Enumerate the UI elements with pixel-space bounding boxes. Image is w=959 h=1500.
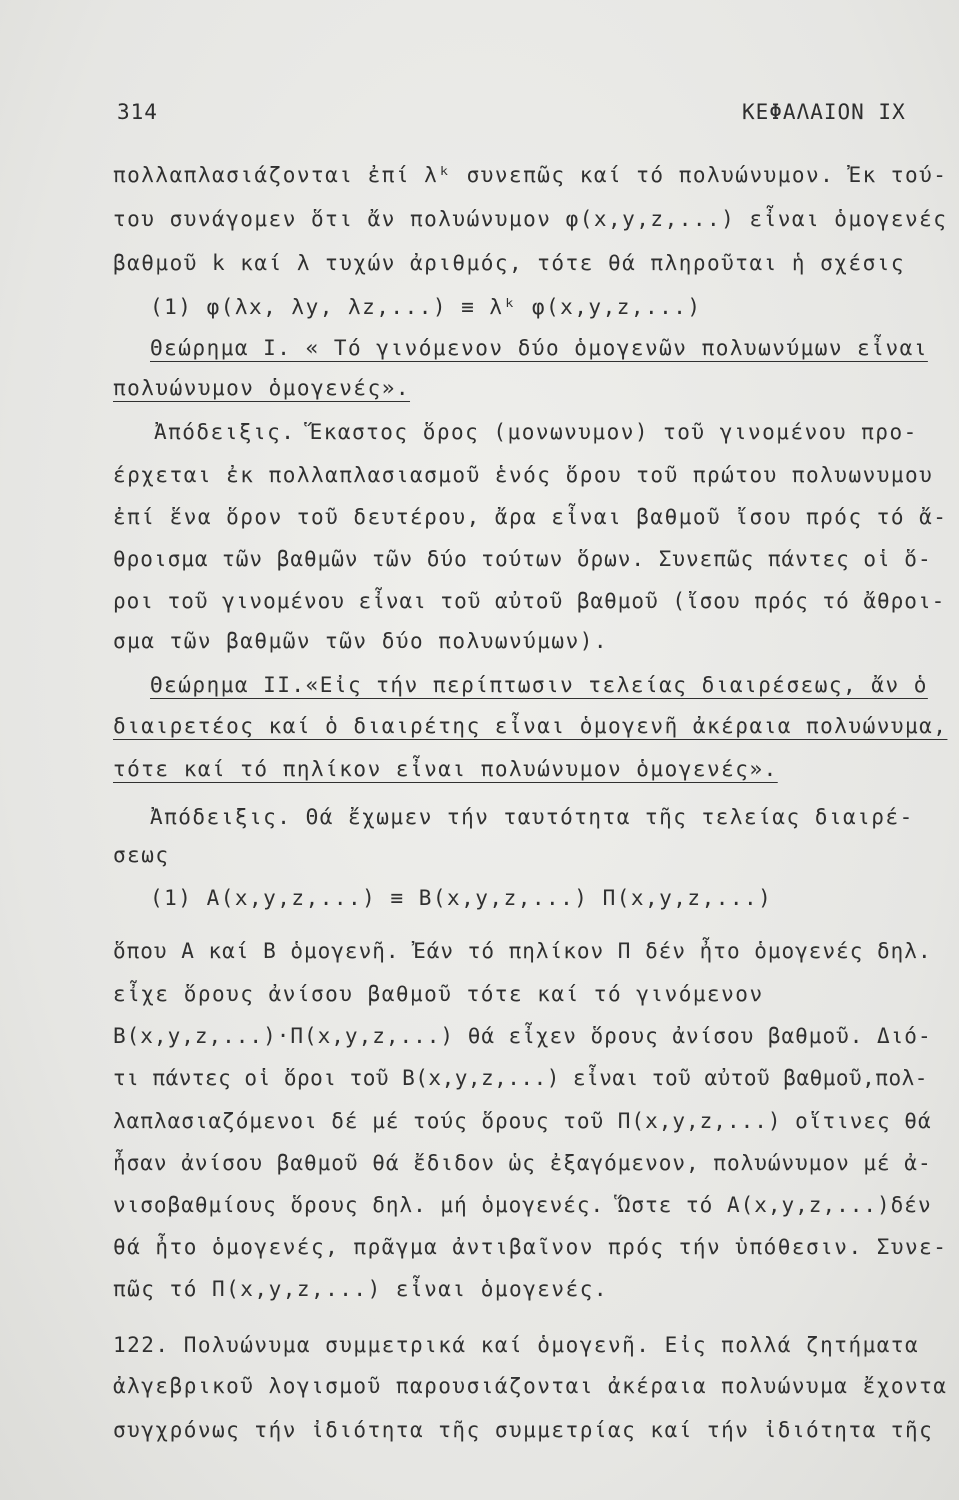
theorem-2-statement-end: τότε καί τό πηλίκον εἶναι πολυώνυμον ὁμογενές». bbox=[113, 757, 778, 781]
text-line: σμα τῶν βαθμῶν τῶν δύο πολυωνύμων). bbox=[113, 629, 609, 653]
text-line: ἐπί ἕνα ὅρον τοῦ δευτέρου, ἄρα εἶναι βαθμοῦ ἴσου πρός τό ἄ- bbox=[113, 505, 948, 529]
text-line: νισοβαθμίους ὅρους δηλ. μή ὁμογενές. Ὥστε τό A(x,y,z,...)δέν bbox=[113, 1193, 932, 1217]
text-line: ἦσαν ἀνίσου βαθμοῦ θά ἔδιδον ὡς ἐξαγόμενον, πολυώνυμον μέ ἀ- bbox=[113, 1151, 932, 1175]
equation-line: (1) A(x,y,z,...) ≡ B(x,y,z,...) Π(x,y,z,...) bbox=[150, 886, 773, 910]
text-line: εἶχε ὅρους ἀνίσου βαθμοῦ τότε καί τό γινόμενον bbox=[113, 982, 764, 1006]
text-line: ροι τοῦ γινομένου εἶναι τοῦ αὐτοῦ βαθμοῦ (ἴσου πρός τό ἄθροι- bbox=[113, 589, 946, 613]
text-line: B(x,y,z,...)·Π(x,y,z,...) θά εἶχεν ὅρους ἀνίσου βαθμοῦ. Διό- bbox=[113, 1024, 932, 1048]
text-line: συγχρόνως τήν ἰδιότητα τῆς συμμετρίας καί τήν ἰδιότητα τῆς bbox=[113, 1418, 934, 1442]
text-line: βαθμοῦ k καί λ τυχών ἀριθμός, τότε θά πληροῦται ἡ σχέσις bbox=[113, 251, 906, 275]
theorem-2-statement-cont: διαιρετέος καί ὁ διαιρέτης εἶναι ὁμογενῆ ἀκέραια πολυώνυμα, bbox=[113, 714, 948, 738]
text-line: πῶς τό Π(x,y,z,...) εἶναι ὁμογενές. bbox=[113, 1277, 609, 1301]
text-line: θά ἦτο ὁμογενές, πρᾶγμα ἀντιβαῖνον πρός τήν ὑπόθεσιν. Συνε- bbox=[113, 1235, 948, 1259]
text-line: έρχεται ἐκ πολλαπλασιασμοῦ ἑνός ὅρου τοῦ πρώτου πολυωνυμου bbox=[113, 463, 934, 487]
text-line: ἀλγεβρικοῦ λογισμοῦ παρουσιάζονται ἀκέραια πολυώνυμα ἔχοντα bbox=[113, 1374, 948, 1398]
equation-line: (1) φ(λx, λy, λz,...) ≡ λᵏ φ(x,y,z,...) bbox=[150, 295, 702, 319]
text-line: τι πάντες οἱ ὅροι τοῦ B(x,y,z,...) εἶναι τοῦ αὐτοῦ βαθμοῦ,πολ- bbox=[113, 1066, 928, 1090]
text-line: ὅπου A καί B ὁμογενῆ. Ἐάν τό πηλίκον Π δέν ἦτο ὁμογενές δηλ. bbox=[113, 939, 932, 963]
theorem-1-statement-end: πολυώνυμον ὁμογενές». bbox=[113, 376, 411, 400]
text-line: σεως bbox=[113, 843, 170, 867]
text-line: λαπλασιαζόμενοι δέ μέ τούς ὅρους τοῦ Π(x,y,z,...) οἵτινες θά bbox=[113, 1109, 932, 1133]
theorem-1-statement: Θεώρημα I. « Τό γινόμενον δύο ὁμογενῶν πολυωνύμων εἶναι bbox=[150, 336, 928, 360]
proof-line: Ἀπόδειξις. Ἕκαστος ὅρος (μονωνυμον) τοῦ γινομένου προ- bbox=[154, 420, 918, 444]
page-number: 314 bbox=[117, 100, 158, 124]
text-line: θροισμα τῶν βαθμῶν τῶν δύο τούτων ὅρων. Συνεπῶς πάντες οἱ ὅ- bbox=[113, 547, 932, 571]
section-heading-122: 122. Πολυώνυμα συμμετρικά καί ὁμογενῆ. Εἰς πολλά ζητήματα bbox=[113, 1333, 920, 1357]
text-line: του συνάγομεν ὅτι ἄν πολυώνυμον φ(x,y,z,...) εἶναι ὁμογενές bbox=[113, 207, 948, 231]
chapter-heading: ΚΕΦΑΛΑΙΟΝ IX bbox=[742, 100, 906, 124]
text-line: πολλαπλασιάζονται ἐπί λᵏ συνεπῶς καί τό πολυώνυμον. Ἐκ τού- bbox=[113, 163, 948, 187]
theorem-2-statement: Θεώρημα II.«Εἰς τήν περίπτωσιν τελείας διαιρέσεως, ἄν ὁ bbox=[150, 673, 928, 697]
proof-line: Ἀπόδειξις. Θά ἔχωμεν τήν ταυτότητα τῆς τελείας διαιρέ- bbox=[150, 805, 914, 829]
